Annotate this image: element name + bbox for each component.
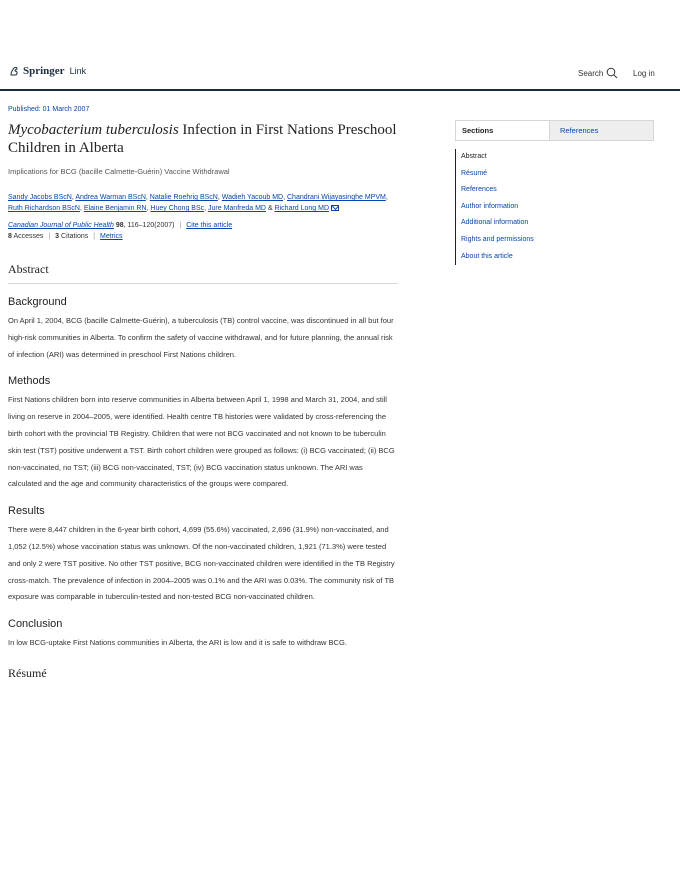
search-button[interactable] xyxy=(578,67,618,79)
site-header xyxy=(0,60,680,91)
conclusion-heading: Conclusion xyxy=(8,618,63,631)
sections-nav xyxy=(455,149,654,265)
author-link[interactable]: Chandrani Wijayasinghe MPVM xyxy=(287,194,386,201)
author-ampersand: & xyxy=(267,205,273,212)
title-italic: Mycobacterium tuberculosis xyxy=(8,122,179,138)
published-date: Published: 01 March 2007 xyxy=(8,106,90,113)
divider: | xyxy=(179,222,182,229)
logo-brand: Springer xyxy=(23,65,65,77)
methods-text: First Nations children born into reserve communities in Alberta between April 1, 1998 and March 31, 2004, and still living on reserve in 2004–2005, were identified. Health centre TB histories were validated by cross-referencing the birth cohort with the provincial TB Registry. Children that were not BCG vaccinated and not known to be tuberculin skin test (TST) positive underwent a TST. Birth cohort children were grouped as follows: (i) BCG vaccinated; (ii) BCG non-vaccinated, no TST; (iii) BCG non-vaccinated, TST; (iv) BCG vaccination status unknown. The ARI was calculated and the age and community characteristics of the groups were compared. xyxy=(8,395,395,489)
author-link[interactable]: Wadieh Yacoub MD xyxy=(221,194,284,201)
title-rest: Infection in First Nations Preschool Children in Alberta xyxy=(8,122,397,156)
toc-item-resume[interactable]: Résumé xyxy=(461,169,488,177)
author-link[interactable]: Elaine Benjamin RN xyxy=(83,205,147,212)
toc-item-abstract[interactable]: Abstract xyxy=(461,153,487,160)
tab-references[interactable]: References xyxy=(549,121,653,140)
accesses-label: Accesses xyxy=(13,233,44,240)
metrics-link[interactable]: Metrics xyxy=(100,233,123,240)
springer-horse-icon xyxy=(8,65,20,77)
logo-sub: Link xyxy=(69,66,87,76)
conclusion-text: In low BCG-uptake First Nations communities in Alberta, the ARI is low and it is safe to withdraw BCG. xyxy=(8,638,347,648)
accesses-count: 8 xyxy=(8,233,12,240)
pages-year: , 116–120(2007) xyxy=(123,222,175,229)
mail-icon[interactable] xyxy=(331,205,339,211)
toc-item-rights-and-permissions[interactable]: Rights and permissions xyxy=(461,235,534,243)
article-title xyxy=(8,121,398,157)
article xyxy=(8,106,398,681)
tab-sections[interactable]: Sections xyxy=(456,121,549,140)
results-text: There were 8,447 children in the 6-year birth cohort, 4,699 (55.6%) vaccinated, 2,696 (31.9%) non-vaccinated, and 1,052 (12.5%) whose vaccination status was unknown. Of the non-vaccinated children, 1,921 (71.3%) were tested and only 2 were TST positive. No other TST positive, BCG non-vaccinated children were identified in the TB Registry cross-match. The prevalence of infection in 2004–2005 was 0.1% and the ARI was 0.03%. The community risk of TB exposure was comparable in tuberculin-tested and non-tested BCG non-vaccinated children. xyxy=(8,525,395,602)
journal-link[interactable]: Canadian Journal of Public Health xyxy=(8,222,114,229)
citation-line xyxy=(8,222,398,229)
search-label: Search xyxy=(578,68,604,78)
results-heading: Results xyxy=(8,505,45,518)
article-subtitle: Implications for BCG (bacille Calmette-Guérin) Vaccine Withdrawal xyxy=(8,167,230,176)
sidebar-tabs xyxy=(455,120,654,141)
background-text: On April 1, 2004, BCG (bacille Calmette-Guérin), a tuberculosis (TB) control vaccine, was discontinued in all but four high-risk communities in Alberta. To confirm the safety of vaccine withdrawal, and for future planning, the annual risk of infection (ARI) was determined in preschool First Nations children. xyxy=(8,316,394,359)
toc-item-about-this-article[interactable]: About this article xyxy=(461,252,513,260)
cite-article-link[interactable]: Cite this article xyxy=(186,222,233,229)
divider: | xyxy=(48,233,51,240)
resume-heading: Résumé xyxy=(8,665,47,680)
author-link[interactable]: Jure Manfreda MD xyxy=(208,205,266,212)
citations-count: 3 xyxy=(55,233,60,240)
citations-label: Citations xyxy=(61,233,89,240)
sidebar xyxy=(455,120,654,265)
background-heading: Background xyxy=(8,296,67,308)
springerlink-logo[interactable] xyxy=(8,65,86,77)
author-link[interactable]: Ruth Richardson BScN xyxy=(8,205,80,212)
author-link[interactable]: Andrea Warman BScN xyxy=(75,194,146,201)
author-link[interactable]: Huey Chong BSc xyxy=(150,205,205,212)
login-link[interactable]: Log in xyxy=(633,69,655,78)
author-link[interactable]: Sandy Jacobs BScN xyxy=(8,194,72,201)
search-icon xyxy=(606,67,618,79)
author-link[interactable]: Natalie Roehrig BScN xyxy=(149,194,218,201)
divider: | xyxy=(93,233,96,240)
toc-item-references[interactable]: References xyxy=(461,186,497,194)
metrics-line xyxy=(8,233,398,240)
author-link-corresponding[interactable]: Richard Long MD xyxy=(274,205,330,212)
abstract-heading: Abstract xyxy=(8,262,398,284)
toc-item-author-information[interactable]: Author information xyxy=(461,202,519,210)
author-list: Sandy Jacobs BScN, Andrea Warman BScN, Natalie Roehrig BScN, Wadieh Yacoub MD, Chandrani Wijayasinghe MPVM, Ruth Richardson BScN, Elaine Benjamin RN, Huey Chong BSc, Jure Manfreda MD & Richard Long MD xyxy=(8,194,388,212)
volume: 98 xyxy=(115,222,124,229)
methods-heading: Methods xyxy=(8,375,51,388)
toc-item-additional-information[interactable]: Additional information xyxy=(461,219,529,227)
